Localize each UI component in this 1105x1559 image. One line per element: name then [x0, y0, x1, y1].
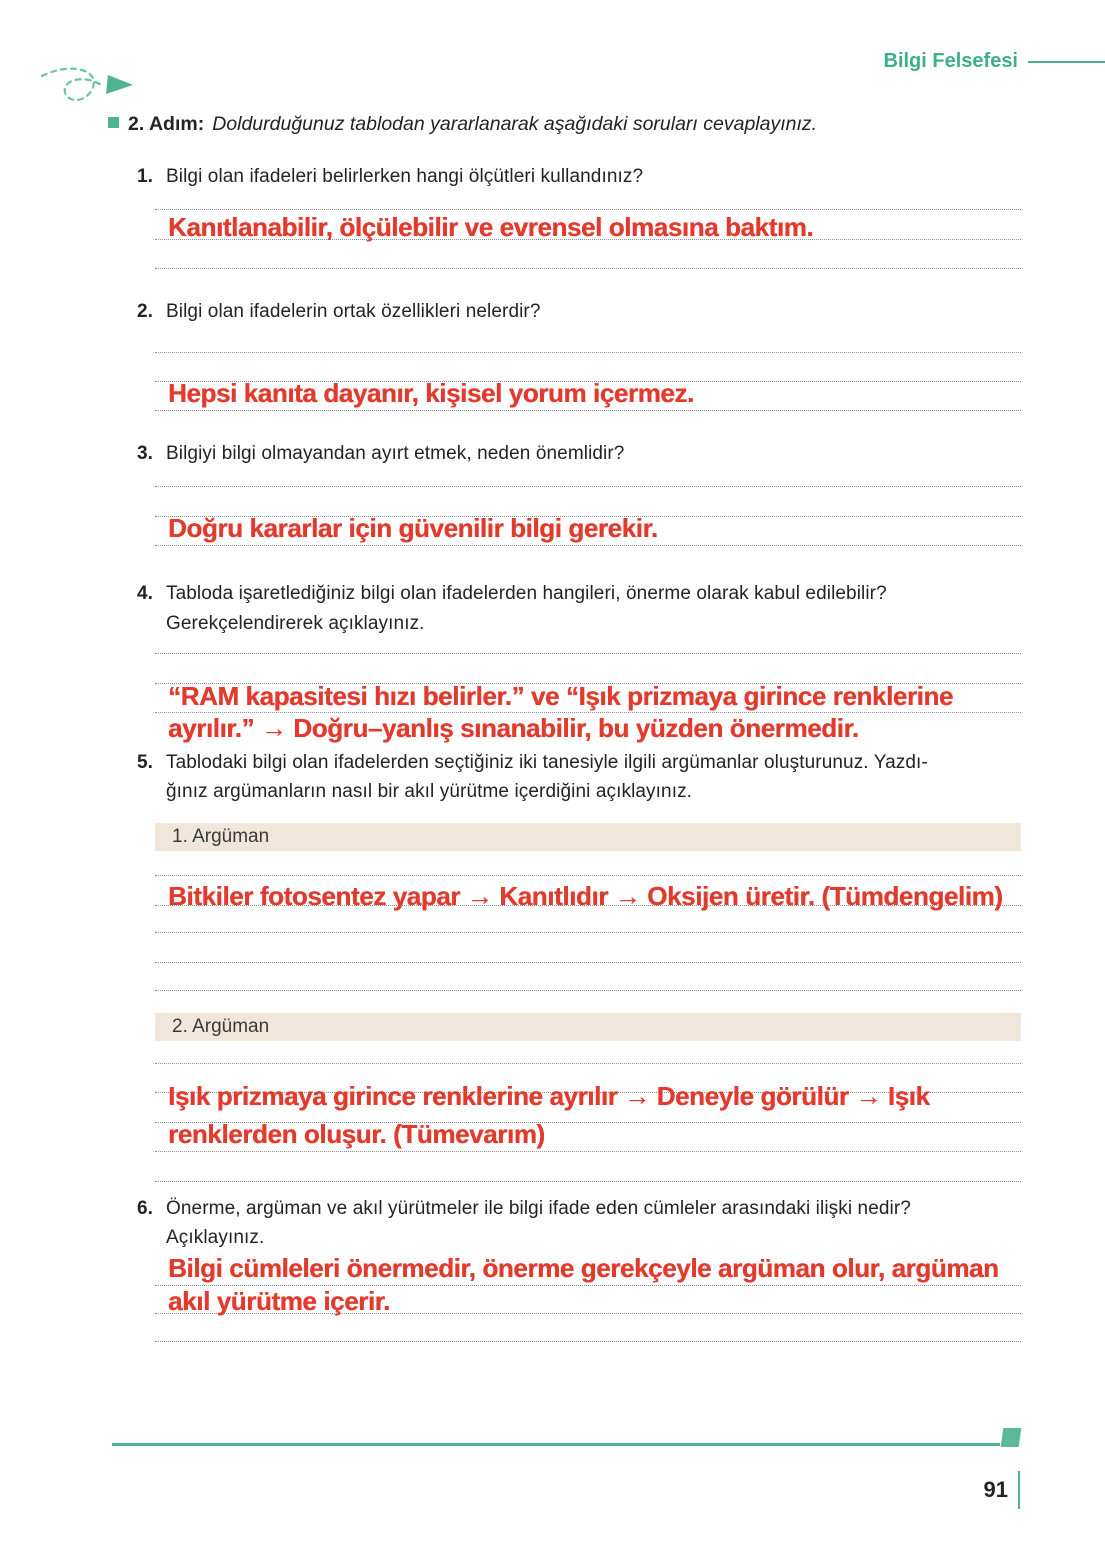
handwritten-answer: Kanıtlanabilir, ölçülebilir ve evrensel olmasına baktım.: [168, 212, 814, 242]
handwritten-answer: “RAM kapasitesi hızı belirler.” ve “Işık prizmaya girince renklerine: [168, 681, 953, 711]
answer-line: [155, 990, 1021, 991]
answer-line: [155, 410, 1021, 411]
handwritten-answer: Bitkiler fotosentez yapar → Kanıtlıdır → Oksijen üretir. (Tümdengelim): [168, 881, 1003, 911]
answer-line: [155, 352, 1021, 353]
handwritten-answer: Hepsi kanıta dayanır, kişisel yorum içermez.: [168, 378, 694, 408]
argument-1-header: [155, 823, 1021, 851]
arrow-doodle-icon: [36, 60, 151, 118]
question-text: Tabloda işaretlediğiniz bilgi olan ifadelerden hangileri, önerme olarak kabul edilebilir?: [166, 583, 887, 604]
answer-line: [155, 1063, 1021, 1064]
question-number: 1.: [137, 166, 153, 187]
argument-2-header: [155, 1013, 1021, 1041]
handwritten-answer: akıl yürütme içerir.: [168, 1286, 390, 1316]
argument-1-label: 1. Argüman: [172, 826, 270, 847]
step-label: 2. Adım:: [128, 113, 205, 135]
question-text: Bilgi olan ifadelerin ortak özellikleri nelerdir?: [166, 301, 541, 322]
answer-line: [155, 209, 1021, 210]
bullet-square-icon: [108, 117, 119, 128]
question-text: Tablodaki bilgi olan ifadelerden seçtiğiniz iki tanesiyle ilgili argümanlar oluşturunuz. Yazdı-: [166, 752, 928, 773]
question-text: ğınız argümanların nasıl bir akıl yürütme içerdiğini açıklayınız.: [166, 781, 693, 802]
argument-2-label: 2. Argüman: [172, 1016, 270, 1037]
step-instruction-row: [108, 113, 1028, 136]
page-number: 91: [983, 1477, 1008, 1502]
answer-line: [155, 268, 1021, 269]
handwritten-answer: Doğru kararlar için güvenilir bilgi gerekir.: [168, 513, 658, 543]
corner-square-icon: [1001, 1428, 1022, 1447]
handwritten-answer: ayrılır.” → Doğru–yanlış sınanabilir, bu yüzden önermedir.: [168, 713, 859, 743]
handwritten-answer: Bilgi cümleleri önermedir, önerme gerekçeyle argüman olur, argüman: [168, 1253, 999, 1283]
question-number: 6.: [137, 1198, 153, 1219]
step-instruction-text: Doldurduğunuz tablodan yararlanarak aşağıdaki soruları cevaplayınız.: [212, 113, 818, 135]
answer-line: [155, 1341, 1021, 1342]
answer-line: [155, 545, 1021, 546]
handwritten-answer: Işık prizmaya girince renklerine ayrılır → Deneyle görülür → Işık: [168, 1081, 930, 1111]
question-text: Önerme, argüman ve akıl yürütmeler ile bilgi ifade eden cümleler arasındaki ilişki nedir?: [166, 1198, 911, 1219]
question-number: 4.: [137, 583, 153, 604]
question-number: 2.: [137, 301, 153, 322]
question-number: 5.: [137, 752, 153, 773]
question-number: 3.: [137, 443, 153, 464]
question-text: Gerekçelendirerek açıklayınız.: [166, 613, 425, 634]
answer-line: [155, 875, 1021, 876]
answer-line: [155, 1181, 1021, 1182]
header-line: [1028, 61, 1105, 63]
handwritten-answer: renklerden oluşur. (Tümevarım): [168, 1119, 545, 1149]
question-text: Açıklayınız.: [166, 1227, 265, 1248]
answer-line: [155, 932, 1021, 933]
question-text: Bilgiyi bilgi olmayandan ayırt etmek, neden önemlidir?: [166, 443, 625, 464]
answer-line: [155, 486, 1021, 487]
answer-line: [155, 962, 1021, 963]
page-number-line: [1018, 1471, 1020, 1509]
footer-line: [112, 1443, 1000, 1446]
section-title: Bilgi Felsefesi: [883, 50, 1018, 72]
question-text: Bilgi olan ifadeleri belirlerken hangi ölçütleri kullandınız?: [166, 166, 644, 187]
answer-line: [155, 653, 1021, 654]
answer-line: [155, 1151, 1021, 1152]
